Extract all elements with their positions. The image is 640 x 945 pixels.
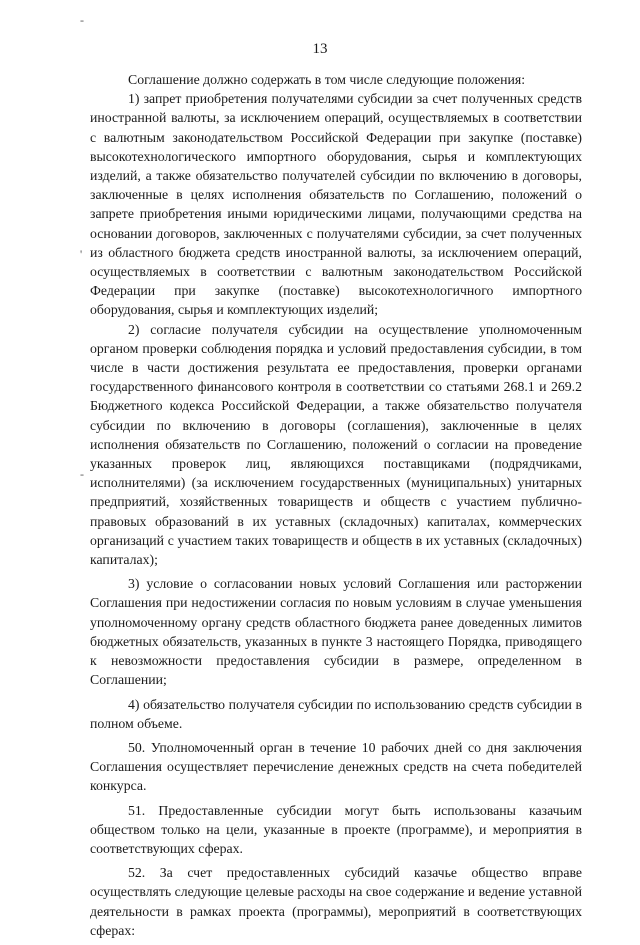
paragraph: 4) обязательство получателя субсидии по использованию средств субсидии в полном объеме. xyxy=(90,696,582,731)
scan-mark: - xyxy=(80,467,84,481)
paragraph: 50. Уполномоченный орган в течение 10 рабочих дней со дня заключения Соглашения осуществляет перечисление денежных средств на счета победителей конкурса. xyxy=(90,739,582,794)
document-body xyxy=(90,70,582,945)
paragraph: 51. Предоставленные субсидии могут быть использованы казачьим обществом только на цели, указанные в проекте (программе), и мероприятия в соответствующих сферах. xyxy=(90,802,582,856)
paragraph: 1) запрет приобретения получателями субсидии за счет полученных средств иностранной валюты, за исключением операций, осуществляемых в соответствии с валютным законодательством Российской Федерации при закупке (поставке) высокотехнологического импортного оборудования, сырья и комплектующих изделий, а также обязательство получателей субсидии по включению в договоры, заключенные в целях исполнения обязательств по Соглашению, положений о запрете приобретения иными юридическими лицами, получающими средства на основании договоров, заключенных с получателями субсидии, за счет полученных из областного бюджета средств иностранной валюты, за исключением операций, осуществляемых в соответствии с валютным законодательством Российской Федерации при закупке (поставке) высокотехнологичного импортного оборудования, сырья и комплектующих изделий; xyxy=(90,91,582,318)
page-number: 13 xyxy=(312,41,328,57)
paragraph: 52. За счет предоставленных субсидий казачье общество вправе осуществлять следующие целевые расходы на свое содержание и ведение уставной деятельности в рамках проекта (программы), мероприятий в соответствующих сферах: xyxy=(90,865,582,938)
paragraph: 3) условие о согласовании новых условий Соглашения или расторжении Соглашения при недостижении согласия по новым условиям в случае уменьшения уполномоченному органу средств областного бюджета ранее доведенных лимитов бюджетных обязательств, указанных в пункте 3 настоящего Порядка, приводящего к невозможности предоставления субсидии в размере, определенном в Соглашении; xyxy=(90,576,582,688)
paragraph: 2) согласие получателя субсидии на осуществление уполномоченным органом проверки соблюдения порядка и условий предоставления субсидии, в том числе в части достижения результата ее предоставления, проверки органами государственного финансового контроля в соответствии со статьями 268.1 и 269.2 Бюджетного кодекса Российской Федерации, а также обязательство получателя субсидии по включению в договоры (соглашения), заключенные в целях исполнения обязательств по Соглашению, положений о согласии на проведение указанных проверок лиц, являющихся поставщиками (подрядчиками, исполнителями) (за исключением государственных (муниципальных) унитарных предприятий, хозяйственных товариществ и обществ с участием публично-правовых образований в их уставных (складочных) капиталах, коммерческих организаций с участием таких товариществ и обществ в их уставных (складочных) капиталах); xyxy=(90,321,582,568)
scan-mark: - xyxy=(80,13,84,27)
paragraph: Соглашение должно содержать в том числе следующие положения: xyxy=(128,72,526,87)
scan-mark: ' xyxy=(80,247,83,261)
